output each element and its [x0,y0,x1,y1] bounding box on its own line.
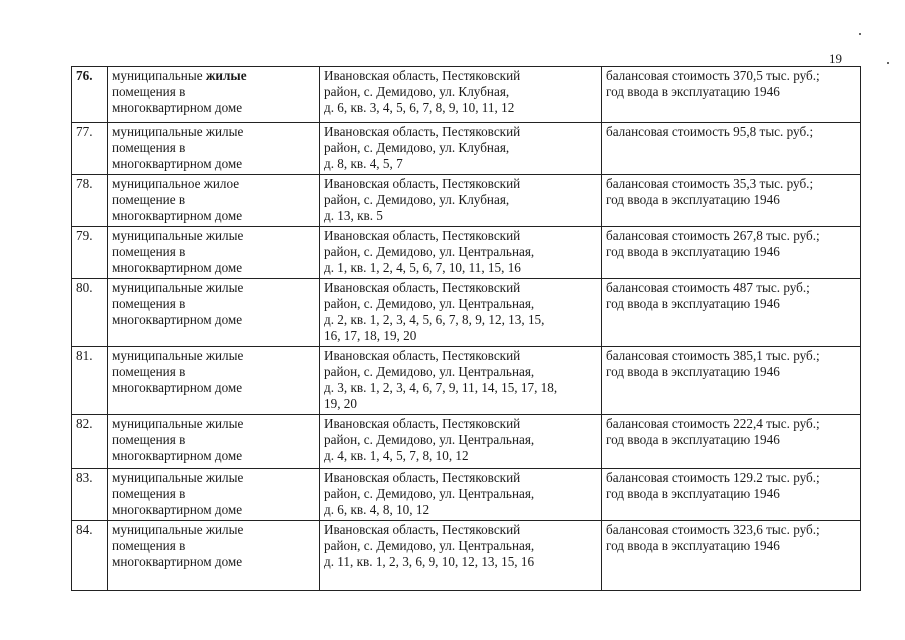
property-registry-table [71,66,861,591]
object-characteristics: балансовая стоимость 129.2 тыс. руб.; год ввода в эксплуатацию 1946 [602,469,861,521]
object-characteristics: балансовая стоимость 35,3 тыс. руб.; год ввода в эксплуатацию 1946 [602,175,861,227]
object-name [108,67,320,123]
object-name-part: муниципальные [112,68,206,83]
object-characteristics: балансовая стоимость 222,4 тыс. руб.; год ввода в эксплуатацию 1946 [602,415,861,469]
table-row [72,227,861,279]
row-number: 79. [72,227,108,279]
object-address: Ивановская область, Пестяковский район, с. Демидово, ул. Центральная, д. 2, кв. 1, 2, 3, 4, 5, 6, 7, 8, 9, 12, 13, 15, 16, 17, 18, 19, 20 [320,279,602,347]
page-number: 19 [829,51,842,66]
object-address: Ивановская область, Пестяковский район, с. Демидово, ул. Центральная, д. 6, кв. 4, 8, 10, 12 [320,469,602,521]
object-name: муниципальные жилые помещения в многоквартирном доме [108,279,320,347]
table-row [72,67,861,123]
object-characteristics: балансовая стоимость 323,6 тыс. руб.; год ввода в эксплуатацию 1946 [602,521,861,591]
row-number: 80. [72,279,108,347]
row-number: 83. [72,469,108,521]
object-name-emphasis: жилые [205,68,247,83]
row-number: 82. [72,415,108,469]
table-row [72,279,861,347]
table-row [72,521,861,591]
object-name: муниципальные жилые помещения в многоквартирном доме [108,415,320,469]
object-characteristics: балансовая стоимость 370,5 тыс. руб.; год ввода в эксплуатацию 1946 [602,67,861,123]
object-address: Ивановская область, Пестяковский район, с. Демидово, ул. Клубная, д. 6, кв. 3, 4, 5, 6, 7, 8, 9, 10, 11, 12 [320,67,602,123]
object-name: муниципальное жилое помещение в многоквартирном доме [108,175,320,227]
object-characteristics: балансовая стоимость 385,1 тыс. руб.; год ввода в эксплуатацию 1946 [602,347,861,415]
object-address: Ивановская область, Пестяковский район, с. Демидово, ул. Клубная, д. 8, кв. 4, 5, 7 [320,123,602,175]
object-address: Ивановская область, Пестяковский район, с. Демидово, ул. Центральная, д. 11, кв. 1, 2, 3, 6, 9, 10, 12, 13, 15, 16 [320,521,602,591]
object-name: муниципальные жилые помещения в многоквартирном доме [108,469,320,521]
object-name-part: помещения в многоквартирном доме [112,84,243,115]
object-address: Ивановская область, Пестяковский район, с. Демидово, ул. Клубная, д. 13, кв. 5 [320,175,602,227]
object-name: муниципальные жилые помещения в многоквартирном доме [108,347,320,415]
object-characteristics: балансовая стоимость 487 тыс. руб.; год ввода в эксплуатацию 1946 [602,279,861,347]
object-address: Ивановская область, Пестяковский район, с. Демидово, ул. Центральная, д. 1, кв. 1, 2, 4, 5, 6, 7, 10, 11, 15, 16 [320,227,602,279]
object-characteristics: балансовая стоимость 267,8 тыс. руб.; год ввода в эксплуатацию 1946 [602,227,861,279]
row-number: 77. [72,123,108,175]
table-row [72,469,861,521]
table-row [72,347,861,415]
object-name: муниципальные жилые помещения в многоквартирном доме [108,521,320,591]
object-name: муниципальные жилые помещения в многоквартирном доме [108,123,320,175]
row-number: 76. [72,67,108,123]
object-address: Ивановская область, Пестяковский район, с. Демидово, ул. Центральная, д. 4, кв. 1, 4, 5, 7, 8, 10, 12 [320,415,602,469]
object-address: Ивановская область, Пестяковский район, с. Демидово, ул. Центральная, д. 3, кв. 1, 2, 3, 4, 6, 7, 9, 11, 14, 15, 17, 18, 19, 20 [320,347,602,415]
row-number: 81. [72,347,108,415]
object-characteristics: балансовая стоимость 95,8 тыс. руб.; [602,123,861,175]
table-row [72,175,861,227]
row-number: 78. [72,175,108,227]
scan-speck [859,33,861,35]
scan-speck [887,62,889,64]
table-row [72,415,861,469]
row-number: 84. [72,521,108,591]
object-name: муниципальные жилые помещения в многоквартирном доме [108,227,320,279]
table-row [72,123,861,175]
